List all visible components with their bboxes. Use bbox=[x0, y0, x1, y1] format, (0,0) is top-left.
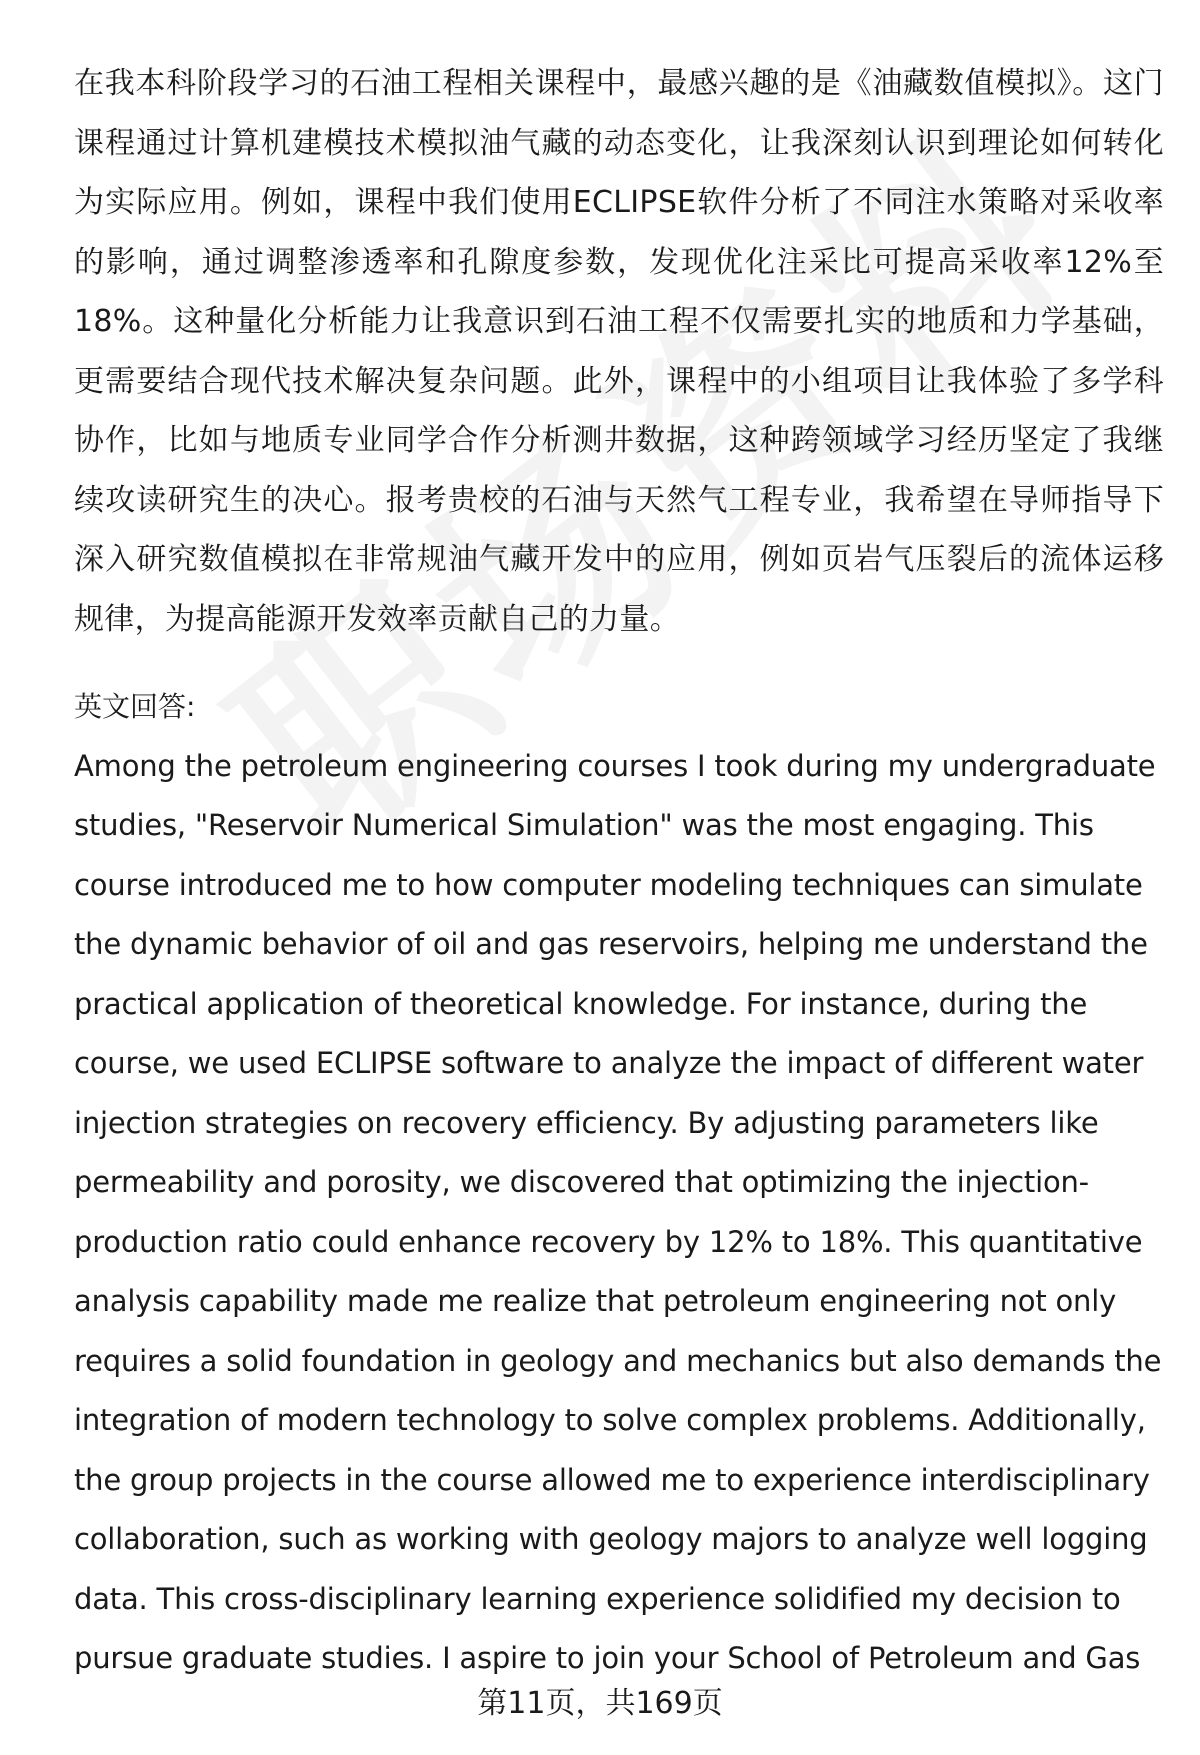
page-number-footer: 第11页，共169页 bbox=[477, 1686, 723, 1721]
chinese-answer-paragraph: 在我本科阶段学习的石油工程相关课程中，最感兴趣的是《油藏数值模拟》。这门课程通过计算机建模技术模拟油气藏的动态变化，让我深刻认识到理论如何转化为实际应用。例如，课程中我们使用ECLIPSE软件分析了不同注水策略对采收率的影响，通过调整渗透率和孔隙度参数，发现优化注采比可提高采收率12%至18%。这种量化分析能力让我意识到石油工程不仅需要扎实的地质和力学基础，更需要结合现代技术解决复杂问题。此外，课程中的小组项目让我体验了多学科协作，比如与地质专业同学合作分析测井数据，这种跨领域学习经历坚定了我继续攻读研究生的决心。报考贵校的石油与天然气工程专业，我希望在导师指导下深入研究数值模拟在非常规油气藏开发中的应用，例如页岩气压裂后的流体运移规律，为提高能源开发效率贡献自己的力量。 bbox=[74, 66, 1164, 637]
english-answer-label: 英文回答: bbox=[74, 690, 196, 723]
answer-content bbox=[74, 54, 1164, 1689]
english-answer-paragraph: Among the petroleum engineering courses I took during my undergraduate studies, "Reservoir Numerical Simulation" was the most engaging. This course introduced me to how computer modeling techniques can simulate the dynamic behavior of oil and gas reservoirs, helping me understand the practical application of theoretical knowledge. For instance, during the course, we used ECLIPSE software to analyze the impact of different water injection strategies on recovery efficiency. By adjusting parameters like permeability and porosity, we discovered that optimizing the injection-production ratio could enhance recovery by 12% to 18%. This quantitative analysis capability made me realize that petroleum engineering not only requires a solid foundation in geology and mechanics but also demands the integration of modern technology to solve complex problems. Additionally, the group projects in the course allowed me to experience interdisciplinary collaboration, such as working with geology majors to analyze well logging data. This cross-disciplinary learning experience solidified my decision to pursue graduate studies. I aspire to join your School of Petroleum and Gas bbox=[74, 748, 1162, 1675]
